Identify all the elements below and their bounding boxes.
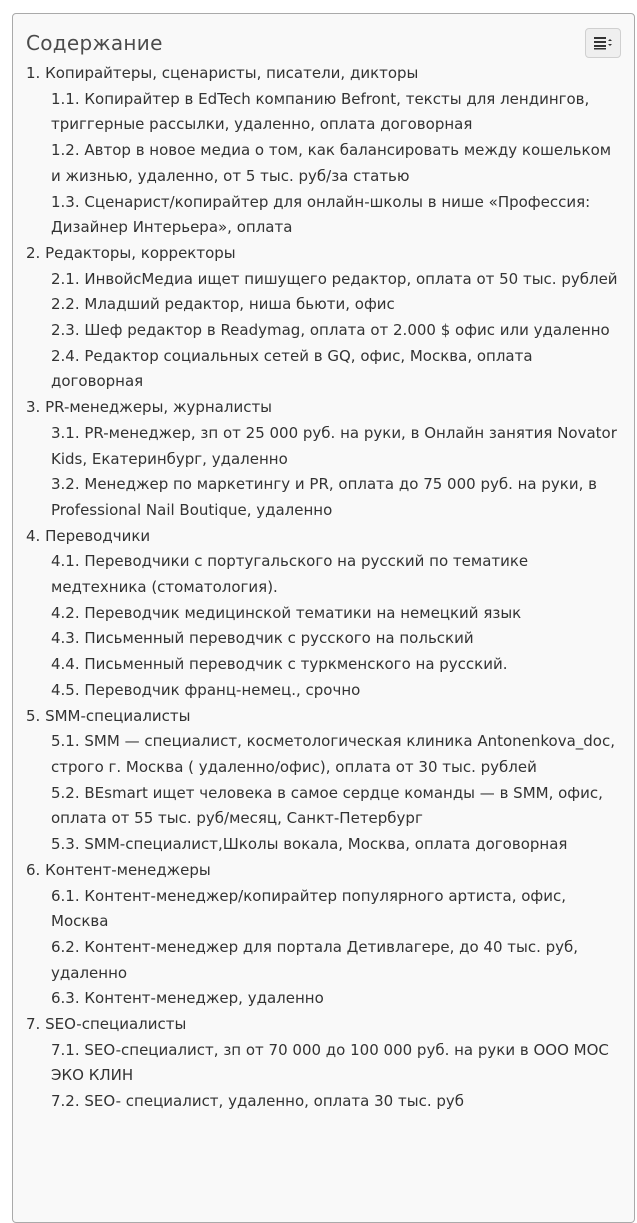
toc-item-link[interactable]: 1.2. Автор в новое медиа о том, как балансировать между кошельком и жизнью, удаленно, от 5 тыс. руб/за статью — [51, 141, 612, 185]
toc-section — [26, 61, 624, 241]
toc-item — [51, 87, 624, 138]
toc-section-link[interactable]: 2. Редакторы, корректоры — [26, 243, 236, 262]
toc-section-link[interactable]: 3. PR-менеджеры, журналисты — [26, 398, 273, 417]
toc-section-link[interactable]: 4. Переводчики — [26, 526, 151, 545]
toc-sublist — [26, 549, 624, 703]
toc-item — [51, 344, 624, 395]
toc-item — [51, 601, 624, 627]
toc-sublist — [26, 87, 624, 241]
toc-sublist — [26, 267, 624, 396]
toc-item — [51, 267, 624, 293]
toc-toggle-button[interactable] — [585, 28, 621, 58]
toc-section-link[interactable]: 6. Контент-менеджеры — [26, 860, 211, 879]
toc-item-link[interactable]: 7.1. SEO-специалист, зп от 70 000 до 100 000 руб. на руки в ООО МОС ЭКО КЛИН — [51, 1040, 609, 1085]
toc-item — [51, 884, 624, 935]
toc-item — [51, 781, 624, 832]
toc-section — [26, 858, 624, 1012]
toc-item-link[interactable]: 2.1. ИнвойсМедиа ищет пишущего редактор, оплата от 50 тыс. рублей — [51, 269, 618, 288]
toc-item — [51, 421, 624, 472]
toc-item-link[interactable]: 5.1. SMM — специалист, косметологическая клиника Antonenkova_doc, строго г. Москва ( удаленно/офис), оплата от 30 тыс. рублей — [51, 732, 615, 776]
toc-item-link[interactable]: 4.3. Письменный переводчик с русского на польский — [51, 629, 474, 648]
toc-item-link[interactable]: 4.1. Переводчики с португальского на русский по тематике медтехника (стоматология). — [51, 552, 529, 597]
toc-item — [51, 318, 624, 344]
toc-item-link[interactable]: 4.2. Переводчик медицинской тематики на немецкий язык — [51, 603, 522, 622]
toc-item-link[interactable]: 4.4. Письменный переводчик с туркменского на русский. — [51, 655, 508, 674]
toc-section — [26, 1012, 624, 1115]
toc-item — [51, 729, 624, 780]
toc-item-link[interactable]: 3.1. PR-менеджер, зп от 25 000 руб. на руки, в Онлайн занятия Novator Kids, Екатеринбург, удаленно — [51, 423, 617, 468]
toc-item — [51, 1038, 624, 1089]
toc-section — [26, 241, 624, 395]
toc-item — [51, 652, 624, 678]
toc-sublist — [26, 421, 624, 524]
toc-item — [51, 1089, 624, 1115]
toc-section-link[interactable]: 7. SEO-специалисты — [26, 1015, 187, 1034]
toc-sublist — [26, 884, 624, 1013]
toc-list — [26, 61, 624, 1115]
toc-item — [51, 986, 624, 1012]
toc-item-link[interactable]: 1.1. Копирайтер в EdTech компанию Befront, тексты для лендингов, триггерные рассылки, удаленно, оплата договорная — [51, 89, 590, 134]
toc-sublist — [26, 1038, 624, 1115]
toc-item-link[interactable]: 6.1. Контент-менеджер/копирайтер популярного артиста, офис, Москва — [51, 886, 567, 931]
toc-item-link[interactable]: 1.3. Сценарист/копирайтер для онлайн-школы в нише «Профессия: Дизайнер Интерьера», оплата — [51, 192, 591, 237]
toc-item-link[interactable]: 6.2. Контент-менеджер для портала Детивлагере, до 40 тыс. руб, удаленно — [51, 937, 579, 982]
toc-section — [26, 524, 624, 704]
toc-section — [26, 395, 624, 524]
toc-item-link[interactable]: 5.2. BEsmart ищет человека в самое сердце команды — в SMM, офис, оплата от 55 тыс. руб/месяц, Санкт-Петербург — [51, 783, 603, 828]
toc-item-link[interactable]: 2.3. Шеф редактор в Readymag, оплата от 2.000 $ офис или удаленно — [51, 321, 610, 340]
toc-item — [51, 138, 624, 189]
toc-item-link[interactable]: 5.3. SMM-специалист,Школы вокала, Москва, оплата договорная — [51, 835, 568, 854]
toc-item — [51, 472, 624, 523]
toc-item — [51, 678, 624, 704]
toc-item-link[interactable]: 2.4. Редактор социальных сетей в GQ, офис, Москва, оплата договорная — [51, 346, 533, 391]
toc-section — [26, 704, 624, 858]
toc-title: Содержание — [26, 31, 163, 55]
toc-item — [51, 935, 624, 986]
list-icon — [593, 36, 613, 50]
toc-section-link[interactable]: 1. Копирайтеры, сценаристы, писатели, дикторы — [26, 64, 419, 82]
toc-item-link[interactable]: 3.2. Менеджер по маркетингу и PR, оплата до 75 000 руб. на руки, в Professional Nail Boutique, удаленно — [51, 475, 597, 519]
toc-item — [51, 292, 624, 318]
toc-item — [51, 626, 624, 652]
toc-item-link[interactable]: 4.5. Переводчик франц-немец., срочно — [51, 680, 361, 699]
toc-item-link[interactable]: 2.2. Младший редактор, ниша бьюти, офис — [51, 295, 395, 314]
toc-item — [51, 190, 624, 241]
toc-item-link[interactable]: 7.2. SEO- специалист, удаленно, оплата 30 тыс. руб — [51, 1092, 464, 1111]
toc-sublist — [26, 729, 624, 858]
toc-item — [51, 549, 624, 600]
toc-item — [51, 832, 624, 858]
toc-section-link[interactable]: 5. SMM-специалисты — [26, 706, 191, 725]
table-of-contents — [12, 13, 635, 1223]
toc-item-link[interactable]: 6.3. Контент-менеджер, удаленно — [51, 989, 324, 1008]
